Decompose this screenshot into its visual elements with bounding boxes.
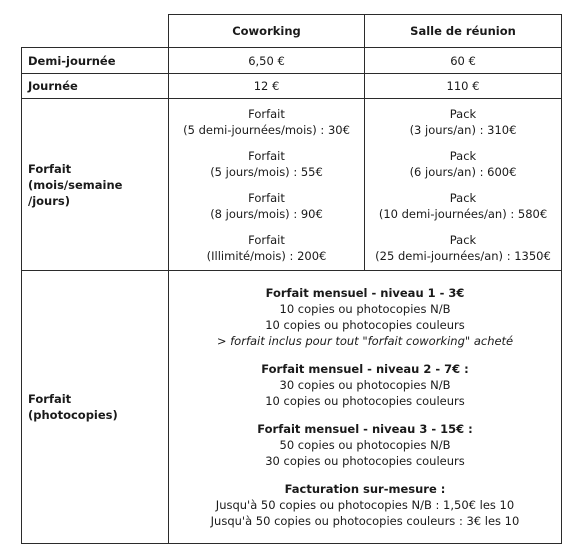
offer-coworking-2 xyxy=(169,148,364,180)
offer-detail: (3 jours/an) : 310€ xyxy=(409,122,517,137)
header-row xyxy=(22,15,562,48)
row-label-photocopies-line1: Forfait xyxy=(28,392,72,406)
tier-note: > forfait inclus pour tout "forfait coworking" acheté xyxy=(216,334,514,348)
offer-title: Forfait xyxy=(248,190,285,205)
offer-salle-1 xyxy=(365,106,561,138)
row-label-journee: Journée xyxy=(22,74,169,99)
row-label-forfait xyxy=(22,99,169,271)
table-row-forfait xyxy=(22,99,562,271)
row-label-photocopies-line2: (photocopies) xyxy=(28,408,118,422)
offer-coworking-3 xyxy=(169,190,364,222)
tier-title: Forfait mensuel - niveau 3 - 15€ : xyxy=(257,422,473,436)
offer-title: Forfait xyxy=(248,232,285,247)
offer-salle-4 xyxy=(365,232,561,264)
offer-detail: (5 jours/mois) : 55€ xyxy=(210,164,323,179)
table-row-demi-journee xyxy=(22,48,562,74)
photocopies-tier-1 xyxy=(169,285,561,349)
row-label-photocopies xyxy=(22,271,169,544)
tier-line: 30 copies ou photocopies couleurs xyxy=(265,454,465,468)
offer-detail: (5 demi-journées/mois) : 30€ xyxy=(183,122,350,137)
tier-title: Facturation sur-mesure : xyxy=(284,482,446,496)
offer-title: Pack xyxy=(449,232,477,247)
tier-line: 10 copies ou photocopies N/B xyxy=(279,302,451,316)
offer-salle-3 xyxy=(365,190,561,222)
tier-title: Forfait mensuel - niveau 2 - 7€ : xyxy=(261,362,469,376)
offer-detail: (10 demi-journées/an) : 580€ xyxy=(378,206,548,221)
offer-detail: (6 jours/an) : 600€ xyxy=(409,164,517,179)
offer-title: Forfait xyxy=(248,148,285,163)
tier-line: Jusqu'à 50 copies ou photocopies N/B : 1,50€ les 10 xyxy=(215,498,515,512)
offer-title: Pack xyxy=(449,106,477,121)
tier-line: 10 copies ou photocopies couleurs xyxy=(265,394,465,408)
offer-coworking-4 xyxy=(169,232,364,264)
offer-title: Pack xyxy=(449,190,477,205)
photocopies-tier-3 xyxy=(169,421,561,469)
price-journee-coworking: 12 € xyxy=(169,74,365,99)
tier-title: Forfait mensuel - niveau 1 - 3€ xyxy=(265,286,465,300)
column-header-salle-de-reunion: Salle de réunion xyxy=(365,15,562,48)
price-journee-salle: 110 € xyxy=(365,74,562,99)
tier-line: 50 copies ou photocopies N/B xyxy=(279,438,451,452)
price-demi-journee-salle: 60 € xyxy=(365,48,562,74)
table-row-photocopies xyxy=(22,271,562,544)
tier-line: 10 copies ou photocopies couleurs xyxy=(265,318,465,332)
pricing-table xyxy=(21,14,562,544)
tier-line: Jusqu'à 50 copies ou photocopies couleurs : 3€ les 10 xyxy=(210,514,520,528)
row-label-demi-journee: Demi-journée xyxy=(22,48,169,74)
tier-line: 30 copies ou photocopies N/B xyxy=(279,378,451,392)
row-label-forfait-line2: (mois/semaine /jours) xyxy=(28,177,123,208)
offer-detail: (Illimité/mois) : 200€ xyxy=(206,248,327,263)
offer-detail: (8 jours/mois) : 90€ xyxy=(210,206,323,221)
price-demi-journee-coworking: 6,50 € xyxy=(169,48,365,74)
photocopies-tier-4 xyxy=(169,481,561,529)
offer-coworking-1 xyxy=(169,106,364,138)
offer-title: Pack xyxy=(449,148,477,163)
offer-salle-2 xyxy=(365,148,561,180)
photocopies-cell xyxy=(169,271,562,544)
table-row-journee xyxy=(22,74,562,99)
forfait-coworking-cell xyxy=(169,99,365,271)
pack-salle-cell xyxy=(365,99,562,271)
photocopies-tier-2 xyxy=(169,361,561,409)
offer-detail: (25 demi-journées/an) : 1350€ xyxy=(375,248,551,263)
offer-title: Forfait xyxy=(248,106,285,121)
row-label-forfait-line1: Forfait xyxy=(28,161,72,176)
column-header-coworking: Coworking xyxy=(169,15,365,48)
blank-corner-cell xyxy=(22,15,169,48)
